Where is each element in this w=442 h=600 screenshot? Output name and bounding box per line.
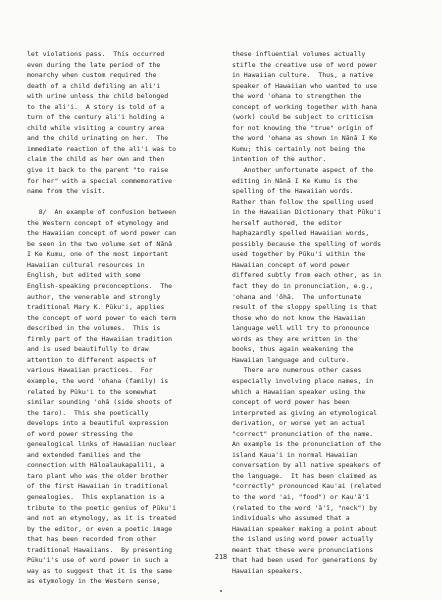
text-line: develops into a beautiful expression [27, 419, 169, 428]
text-line: Hawaiian speaker making a point about [232, 524, 378, 533]
text-line: There are numerous other cases [232, 366, 362, 375]
text-line: described in the volumes. This is [27, 324, 161, 333]
text-line: monarchy when custom required the [27, 71, 157, 80]
text-line: the word 'ohana to strengthen the [232, 92, 362, 101]
text-line: Kumu; this certainly not being the [232, 144, 366, 153]
text-line: Hawaiian concept of word power [232, 260, 350, 269]
text-line: genealogical links of Hawaiian nuclear [27, 440, 177, 449]
text-line: the word 'ohana as shown in Nānā I Ke [232, 134, 378, 143]
text-line: "correctly" pronounced Kau'ai (related [232, 482, 382, 491]
text-line: concept of working together with hana [232, 102, 378, 111]
text-line: even during the late period of the [27, 60, 161, 69]
text-line: as etymology in the Western sense, [27, 577, 161, 586]
text-line: the Western concept of etymology and [27, 218, 169, 227]
text-line: used together by Pūku'i within the [232, 250, 366, 259]
text-line: speaker of Hawaiian who wanted to use [232, 81, 378, 90]
text-line: Hawaiian speakers. [232, 566, 303, 575]
text-line: claim the child as her own and then [27, 155, 165, 164]
text-line: words as they are written in the [232, 334, 358, 343]
text-line: that has been recorded from other [27, 535, 157, 544]
text-line: in the Hawaiian Dictionary that Pūku'i [232, 208, 382, 217]
text-line: stifle the creative use of word power [232, 60, 378, 69]
text-line: island Kaua'i in normal Hawaiian [232, 450, 358, 459]
right-text-column [232, 49, 416, 576]
text-line: for not knowing the "true" origin of [232, 123, 374, 132]
text-line: possibly because the spelling of words [232, 239, 382, 248]
text-line: spelling of the Hawaiian words. [232, 187, 354, 196]
text-line: taro plant who was the older brother [27, 471, 169, 480]
text-line: An example is the pronunciation of the [232, 440, 382, 449]
text-line: meant that these were pronunciations [232, 545, 374, 554]
page-number: 218 [214, 553, 228, 561]
text-line: author, the venerable and strongly [27, 292, 161, 301]
text-line: to the word 'ai, "food") or Kau'ā'ī [232, 492, 370, 501]
text-line: the taro). This she poetically [27, 408, 149, 417]
text-line: genealogies. This explanation is a [27, 492, 165, 501]
text-line: Rather than follow the spelling used [232, 197, 374, 206]
text-line: firmly part of the Hawaiian tradition [27, 334, 173, 343]
text-line: which a Hawaiian speaker using the [232, 387, 366, 396]
text-line: concept of word power has been [232, 398, 350, 407]
text-line: by the editor, or even a poetic image [27, 524, 173, 533]
text-line: individuals who assumed that a [232, 514, 350, 523]
text-line: give it back to the parent "to raise [27, 166, 169, 175]
text-line: various Hawaiian practices. For [27, 366, 153, 375]
text-line: immediate reaction of the ali'i was to [27, 144, 177, 153]
text-line: English-speaking preconceptions. The [27, 282, 173, 291]
text-line: intention of the author. [232, 155, 327, 164]
text-line: interpreted as giving an etymological [232, 408, 378, 417]
text-line: and not an etymology, as it is treated [27, 514, 177, 523]
text-line: editing in Nānā I Ke Kumu is the [232, 176, 358, 185]
text-line: of the first Hawaiian in traditional [27, 482, 169, 491]
text-line: traditional Hawaiians. By presenting [27, 545, 173, 554]
text-line: language well will try to pronounce [232, 324, 370, 333]
text-line: the Hawaiian concept of word power can [27, 229, 177, 238]
text-line: similar sounding 'ohā (side shoots of [27, 398, 173, 407]
text-line: especially involving place names, in [232, 376, 374, 385]
text-line: attention to different aspects of [27, 355, 157, 364]
text-line: result of the sloppy spelling is that [232, 303, 378, 312]
text-line: English, but edited with some [27, 271, 141, 280]
text-line: be seen in the two volume set of Nānā [27, 239, 173, 248]
text-line: of word power stressing the [27, 429, 133, 438]
text-line: differed subtly from each other, as in [232, 271, 382, 280]
text-line: name from the visit. [27, 187, 106, 196]
left-text-column [27, 49, 211, 587]
text-line: and extended families and the [27, 450, 141, 459]
text-line: in Hawaiian culture. Thus, a native [232, 71, 374, 80]
text-line: death of a child defiling an ali'i [27, 81, 161, 90]
text-line: 8/ An example of confusion between [27, 208, 177, 217]
text-line: that had been used for generations by [232, 556, 378, 565]
text-line: (work) could be subject to criticism [232, 113, 374, 122]
text-line: derivation, or worse yet an actual [232, 419, 366, 428]
text-line: related by Pūku'i to the somewhat [27, 387, 157, 396]
text-line: I Ke Kumu, one of the most important [27, 250, 169, 259]
text-line: with urine unless the child belonged [27, 92, 169, 101]
text-line: books, thus again weakening the [232, 345, 354, 354]
bottom-mark [220, 590, 222, 592]
text-line: the language. It has been claimed as [232, 471, 378, 480]
text-line: let violations pass. This occurred [27, 50, 165, 58]
text-line: herself authored, the editor [232, 218, 342, 227]
text-line: conversation by all native speakers of [232, 461, 382, 470]
text-line: 'ohana and 'ōhā. The unfortunate [232, 292, 362, 301]
text-line: turn of the century ali'i holding a [27, 113, 165, 122]
text-line: the concept of word power to each term [27, 313, 177, 322]
text-line: Hawaiian cultural resources in [27, 260, 145, 269]
text-line: and the child urinating on her. The [27, 134, 169, 143]
text-line: to the ali'i. A story is told of a [27, 102, 165, 111]
text-line: haphazardly spelled Hawaiian words, [232, 229, 370, 238]
text-line: child while visiting a country area [27, 123, 165, 132]
text-line: tribute to the poetic genius of Pūku'i [27, 503, 177, 512]
text-line: fact they do in pronunciation, e.g., [232, 282, 374, 291]
text-line: Hawaiian language and culture. [232, 355, 350, 364]
text-line: "correct" pronunciation of the name. [232, 429, 374, 438]
text-line: way as to suggest that it is the same [27, 566, 173, 575]
text-line: example, the word 'ohana (family) is [27, 376, 169, 385]
text-line: those who do not know the Hawaiian [232, 313, 366, 322]
text-line [27, 197, 211, 208]
text-line: traditional Mary K. Pūku'i, applies [27, 303, 165, 312]
text-line: and is used beautifully to draw [27, 345, 149, 354]
text-line: Another unfortunate aspect of the [232, 166, 374, 175]
text-line: the island using word power actually [232, 535, 374, 544]
text-line: (related to the word 'ā'ī, "neck") by [232, 503, 378, 512]
text-line: for her" with a special commemorative [27, 176, 173, 185]
text-line: connection with Hāloalaukapalili, a [27, 461, 165, 470]
text-line: these influential volumes actually [232, 50, 366, 58]
text-line: Pūku'i's use of word power in such a [27, 556, 169, 565]
